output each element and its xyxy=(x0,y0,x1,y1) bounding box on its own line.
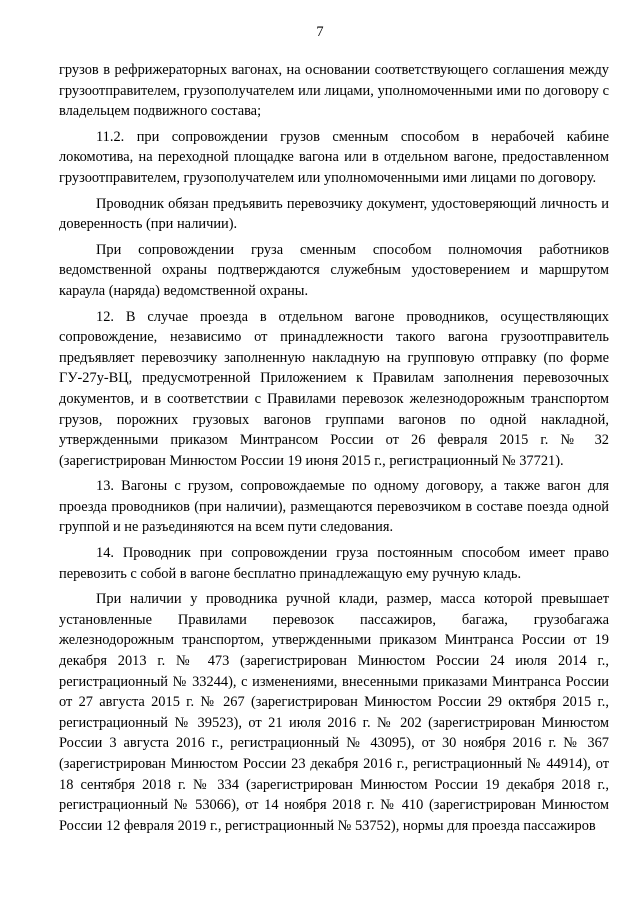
paragraph-continuation: грузов в рефрижераторных вагонах, на основании соответствующего соглашения между грузоотправителем, грузополучателем или лицами, уполномоченными ими по договору с владельцем подвижного состава; xyxy=(59,62,609,120)
page-number: 7 xyxy=(316,24,324,40)
paragraph-conductor-documents: Проводник обязан предъявить перевозчику документ, удостоверяющий личность и доверенность (при наличии). xyxy=(59,195,609,233)
paragraph-hand-luggage: При наличии у проводника ручной клади, размер, масса которой превышает установленные Правилами перевозок пассажиров, багажа, грузобагажа железнодорожным транспортом, утвержденными приказом Минтранса России от 19 декабря 2013 г. № 473 (зарегистрирован Минюстом России 24 июля 2014 г., регистрационный № 33244), с изменениями, внесенными приказами Минтранса России от 27 августа 2015 г. № 267 (зарегистрирован Минюстом России 29 октября 2015 г., регистрационный № 39523), от 21 июля 2016 г. № 202 (зарегистрирован Минюстом России 3 августа 2016 г., регистрационный № 43095), от 30 ноября 2016 г. № 367 (зарегистрирован Минюстом России 23 декабря 2016 г., регистрационный № 44914), от 18 сентября 2018 г. № 334 (зарегистрирован Минюстом России 19 декабря 2018 г., регистрационный № 53066), от 14 ноября 2018 г. № 410 (зарегистрирован Минюстом России 12 февраля 2019 г., регистрационный № 53752), нормы для проезда пассажиров xyxy=(59,591,609,834)
paragraph-12: 12. В случае проезда в отдельном вагоне проводников, осуществляющих сопровождение, независимо от принадлежности такого вагона грузоотправитель предъявляет перевозчику заполненную накладную на групповую отправку (по форме ГУ-27у-ВЦ, предусмотренной Приложением к Правилам заполнения перевозочных документов, и в соответствии с Правилами перевозок железнодорожным транспортом грузов, порожних грузовых вагонов группами вагонов по одной накладной, утвержденными приказом Минтрансом России от 26 февраля 2015 г. № 32 (зарегистрирован Минюстом России 19 июня 2015 г., регистрационный № 37721). xyxy=(59,308,609,469)
paragraph-guard-authority: При сопровождении груза сменным способом полномочия работников ведомственной охраны подтверждаются служебным удостоверением и маршрутом караула (наряда) ведомственной охраны. xyxy=(59,241,609,299)
paragraph-14: 14. Проводник при сопровождении груза постоянным способом имеет право перевозить с собой в вагоне бесплатно принадлежащую ему ручную кладь. xyxy=(59,545,609,582)
paragraph-11-2: 11.2. при сопровождении грузов сменным способом в нерабочей кабине локомотива, на переходной площадке вагона или в отдельном вагоне, предоставленном грузоотправителем, грузополучателем или уполномоченными ими лицами по договору. xyxy=(59,128,609,186)
document-body xyxy=(59,60,609,841)
paragraph-13: 13. Вагоны с грузом, сопровождаемые по одному договору, а также вагон для проезда проводников (при наличии), размещаются перевозчиком в составе поезда одной группой и не разъединяются на всем пути следования. xyxy=(59,478,609,536)
